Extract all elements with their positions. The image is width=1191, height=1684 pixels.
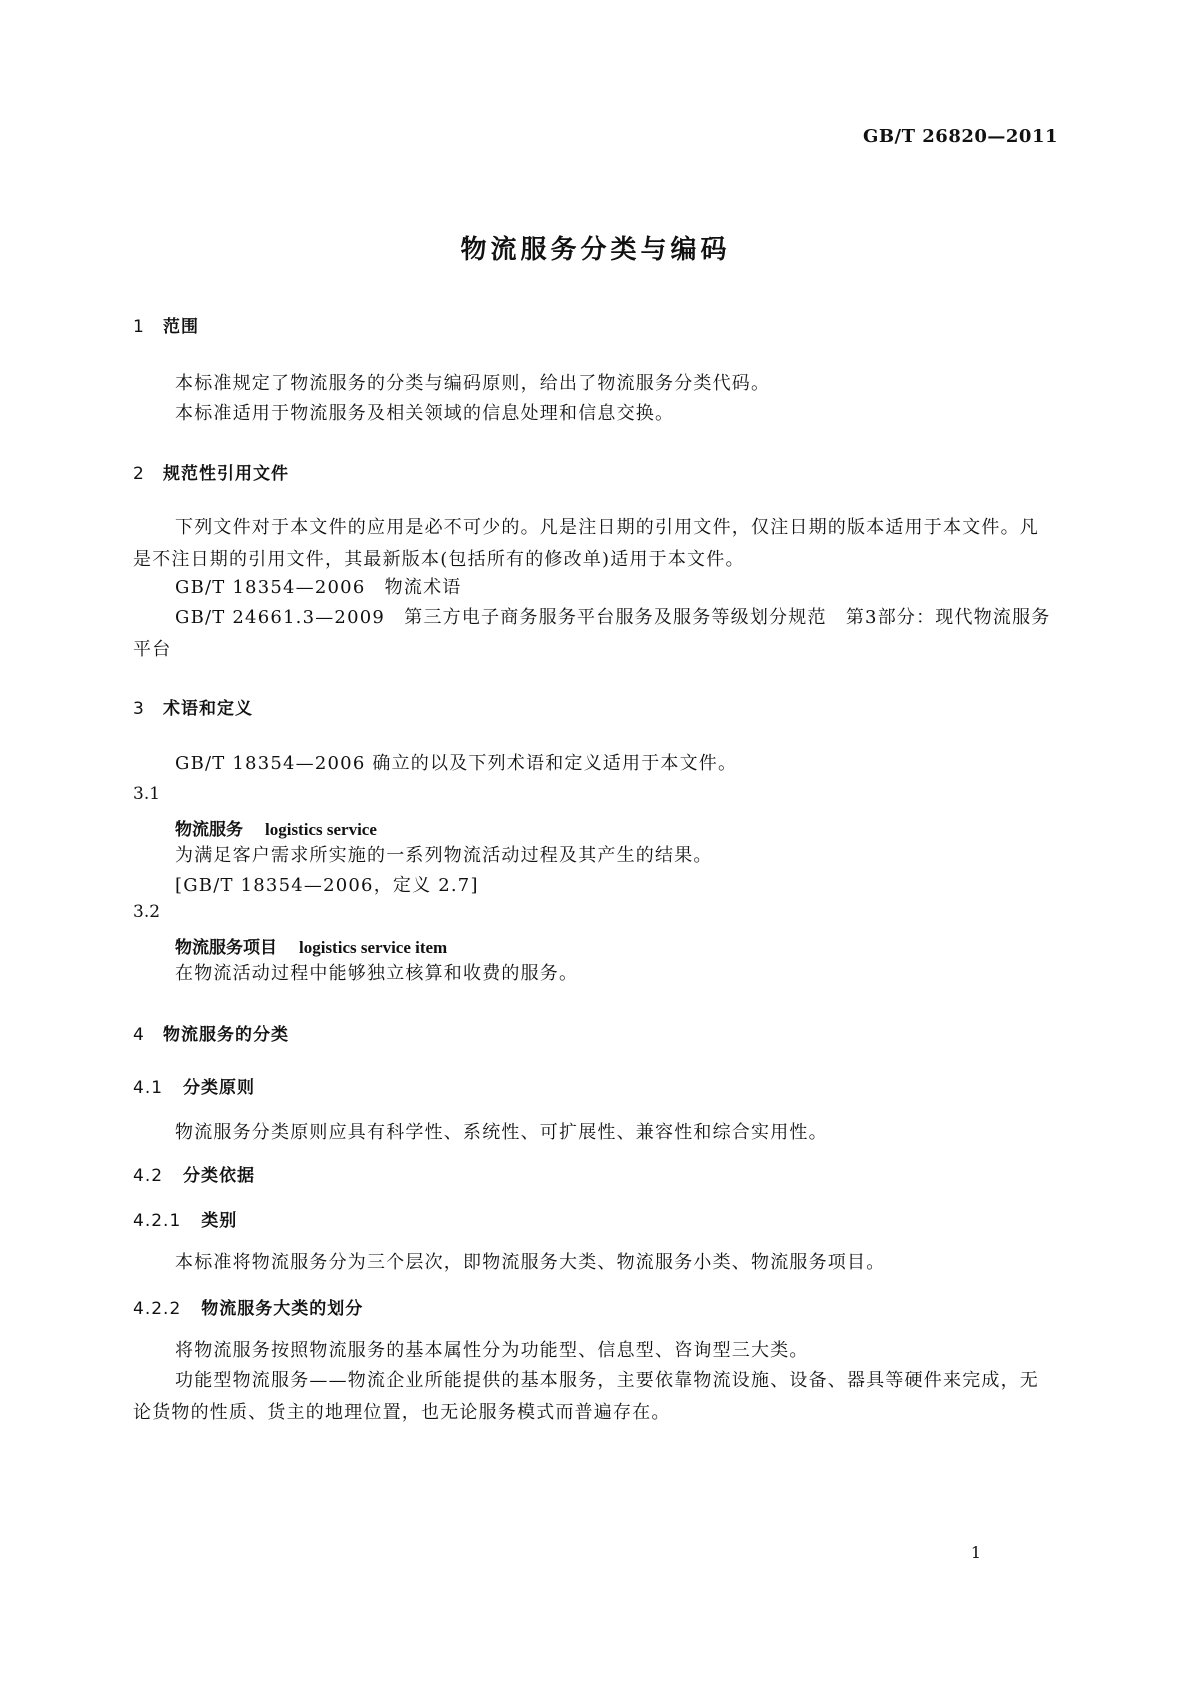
term-3-2-number: 3.2 xyxy=(133,902,161,922)
section-1-paragraph-2: 本标准适用于物流服务及相关领域的信息处理和信息交换。 xyxy=(175,403,675,424)
term-chinese: 物流服务项目 xyxy=(175,938,277,958)
section-4-2-1-paragraph-1: 本标准将物流服务分为三个层次，即物流服务大类、物流服务小类、物流服务项目。 xyxy=(175,1252,886,1273)
section-number: 4.2.2 xyxy=(133,1299,182,1319)
section-number: 4.2.1 xyxy=(133,1211,182,1231)
section-title: 分类依据 xyxy=(183,1166,256,1186)
section-number: 2 xyxy=(133,464,145,484)
section-number: 3 xyxy=(133,699,145,719)
section-4-2-2-paragraph-2: 功能型物流服务——物流企业所能提供的基本服务，主要依靠物流设施、设备、器具等硬件来完成，无论货物的性质、货主的地理位置，也无论服务模式而普遍存在。 xyxy=(133,1370,1039,1423)
normative-reference-1: GB/T 18354—2006 物流术语 xyxy=(175,577,462,598)
term-3-1-number: 3.1 xyxy=(133,784,161,804)
term-english: logistics service item xyxy=(299,938,448,957)
section-4-2-heading xyxy=(133,1161,1058,1186)
section-1-paragraph-1: 本标准规定了物流服务的分类与编码原则，给出了物流服务分类代码。 xyxy=(175,373,771,394)
section-1-heading xyxy=(133,312,1058,337)
page-number: 1 xyxy=(970,1543,981,1562)
section-2-heading xyxy=(133,459,1058,484)
term-3-1-source: [GB/T 18354—2006，定义 2.7] xyxy=(175,875,479,896)
document-title: 物流服务分类与编码 xyxy=(460,235,731,265)
section-4-2-1-heading xyxy=(133,1206,1058,1231)
term-english: logistics service xyxy=(265,820,377,839)
section-title: 术语和定义 xyxy=(163,699,253,719)
section-4-2-2-paragraph-1: 将物流服务按照物流服务的基本属性分为功能型、信息型、咨询型三大类。 xyxy=(175,1340,809,1361)
section-title: 规范性引用文件 xyxy=(163,464,289,484)
section-4-2-2-heading xyxy=(133,1294,1058,1319)
term-3-1-heading xyxy=(133,815,1100,840)
section-title: 分类原则 xyxy=(183,1078,256,1098)
section-title: 物流服务大类的划分 xyxy=(201,1299,364,1319)
term-chinese: 物流服务 xyxy=(175,820,243,840)
section-title: 范围 xyxy=(163,317,199,337)
section-title: 类别 xyxy=(201,1211,238,1231)
section-number: 1 xyxy=(133,317,145,337)
term-3-1-definition: 为满足客户需求所实施的一系列物流活动过程及其产生的结果。 xyxy=(175,845,713,866)
section-4-heading xyxy=(133,1020,1058,1045)
section-title: 物流服务的分类 xyxy=(163,1025,289,1045)
normative-reference-2: GB/T 24661.3—2009 第三方电子商务服务平台服务及服务等级划分规范 第3部分：现代物流服务平台 xyxy=(133,607,1051,660)
section-number: 4.2 xyxy=(133,1166,164,1186)
term-3-2-heading xyxy=(133,933,1100,958)
section-number: 4.1 xyxy=(133,1078,164,1098)
section-4-1-heading xyxy=(133,1073,1058,1098)
section-2-paragraph-1: 下列文件对于本文件的应用是必不可少的。凡是注日期的引用文件，仅注日期的版本适用于本文件。凡是不注日期的引用文件，其最新版本(包括所有的修改单)适用于本文件。 xyxy=(133,517,1039,570)
section-3-paragraph-1: GB/T 18354—2006 确立的以及下列术语和定义适用于本文件。 xyxy=(175,753,738,774)
term-3-2-definition: 在物流活动过程中能够独立核算和收费的服务。 xyxy=(175,963,579,984)
section-number: 4 xyxy=(133,1025,145,1045)
section-4-1-paragraph-1: 物流服务分类原则应具有科学性、系统性、可扩展性、兼容性和综合实用性。 xyxy=(175,1122,828,1143)
standard-number: GB/T 26820—2011 xyxy=(862,126,1058,147)
section-3-heading xyxy=(133,694,1058,719)
